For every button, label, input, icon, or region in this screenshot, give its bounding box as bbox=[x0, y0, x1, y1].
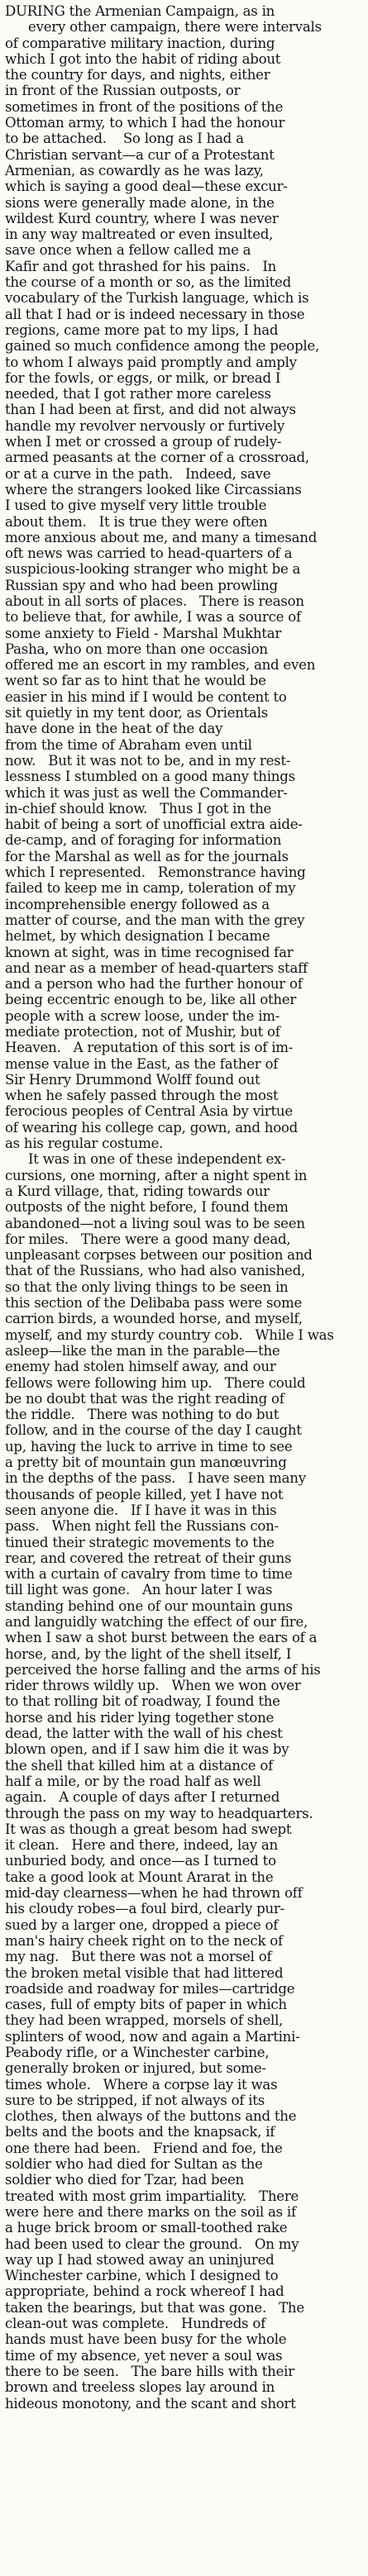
text-line: through the pass on my way to headquarters. bbox=[5, 1805, 313, 1821]
text-line: till light was gone. An hour later I was bbox=[5, 1582, 273, 1598]
text-line: helmet, by which designation I became bbox=[5, 928, 270, 945]
text-line: carrion birds, a wounded horse, and myself, bbox=[5, 1311, 303, 1327]
text-line: to whom I always paid promptly and amply bbox=[5, 354, 297, 370]
text-line: appropriate, behind a rock whereof I had bbox=[5, 2283, 284, 2300]
text-line: habit of being a sort of unofficial extra aide- bbox=[5, 817, 303, 833]
text-line: suspicious-looking stranger who might be a bbox=[5, 561, 301, 578]
text-line: splinters of wood, now and again a Martini- bbox=[5, 2028, 300, 2045]
text-line: Winchester carbine, which I designed to bbox=[5, 2268, 279, 2284]
text-line: take a good look at Mount Ararat in the bbox=[5, 1869, 274, 1885]
text-line: cursions, one morning, after a night spent in bbox=[5, 1167, 308, 1183]
text-line: way up I had stowed away an uninjured bbox=[5, 2251, 275, 2268]
text-line: ferocious peoples of Central Asia by virtue bbox=[5, 1103, 293, 1120]
text-line: standing behind one of our mountain guns bbox=[5, 1598, 293, 1614]
text-line: sit quietly in my tent door, as Orientals bbox=[5, 705, 269, 721]
text-line: the course of a month or so, as the limited bbox=[5, 274, 291, 291]
text-line: Kafir and got thrashed for his pains. In bbox=[5, 258, 277, 274]
text-line: the shell that killed him at a distance of bbox=[5, 1757, 273, 1774]
text-line: which is saying a good deal—these excur- bbox=[5, 179, 288, 195]
text-line: where the strangers looked like Circassians bbox=[5, 481, 302, 498]
text-line: Heaven. A reputation of this sort is of im- bbox=[5, 1040, 294, 1056]
text-line: needed, that I got rather more careless bbox=[5, 386, 271, 402]
text-line: which I represented. Remonstrance having bbox=[5, 864, 306, 881]
text-line: people with a screw loose, under the im- bbox=[5, 1007, 280, 1024]
text-line: oft news was carried to head-quarters of a bbox=[5, 545, 293, 562]
text-line: now. But it was not to be, and in my rest- bbox=[5, 752, 291, 769]
text-line: save once when a fellow called me a bbox=[5, 242, 251, 259]
text-line: perceived the horse falling and the arms of his bbox=[5, 1661, 321, 1678]
text-line: horse and his rider lying together stone bbox=[5, 1709, 275, 1726]
text-line: more anxious about me, and many a timesand bbox=[5, 529, 318, 545]
text-line: clean-out was complete. Hundreds of bbox=[5, 2316, 265, 2332]
text-line: or at a curve in the path. Indeed, save bbox=[5, 465, 271, 482]
text-line: the broken metal visible that had littered bbox=[5, 1964, 284, 1981]
text-line: It was in one of these independent ex- bbox=[28, 1151, 286, 1168]
text-line: hands must have been busy for the whole bbox=[5, 2331, 287, 2348]
text-line: de-camp, and of foraging for information bbox=[5, 832, 282, 849]
text-line: Peabody rifle, or a Winchester carbine, bbox=[5, 2045, 270, 2060]
text-line: generally broken or injured, but some- bbox=[5, 2060, 266, 2077]
text-line: went so far as to hint that he would be bbox=[5, 673, 266, 689]
text-line: for the fowls, or eggs, or milk, or bread I bbox=[5, 369, 281, 386]
text-line: asleep—like the man in the parable—the bbox=[5, 1342, 280, 1359]
text-line: being eccentric enough to be, like all other bbox=[5, 992, 297, 1008]
text-line: his cloudy robes—a foul bird, clearly pur- bbox=[5, 1901, 284, 1917]
text-line: a huge brick broom or small-toothed rake bbox=[5, 2220, 288, 2236]
text-line: regions, came more pat to my lips, I had bbox=[5, 321, 279, 338]
text-line: when I met or crossed a group of rudely- bbox=[5, 434, 282, 450]
text-line: I used to give myself very little trouble bbox=[5, 498, 267, 514]
text-line: of comparative military inaction, during bbox=[5, 35, 275, 51]
text-line: some anxiety to Field - Marshal Mukhtar bbox=[5, 625, 282, 641]
text-line: my nag. But there was not a morsel of bbox=[5, 1949, 272, 1965]
text-line: sions were generally made alone, in the bbox=[5, 194, 275, 211]
text-line: again. A couple of days after I returned bbox=[5, 1789, 280, 1806]
text-line: and languidly watching the effect of our fire, bbox=[5, 1613, 308, 1630]
text-line: abandoned—not a living soul was to be seen bbox=[5, 1215, 305, 1231]
text-line: in the depths of the pass. I have seen many bbox=[5, 1470, 306, 1487]
text-line: It was as though a great besom had swept bbox=[5, 1821, 292, 1837]
text-line: unburied body, and once—as I turned to bbox=[5, 1853, 276, 1869]
text-line: were here and there marks on the soil as if bbox=[5, 2203, 296, 2220]
text-line: the riddle. There was nothing to do but bbox=[5, 1407, 280, 1423]
text-line: a pretty bit of mountain gun manœuvring bbox=[5, 1455, 287, 1471]
text-line: up, having the luck to arrive in time to see bbox=[5, 1438, 293, 1455]
text-line: armed peasants at the corner of a crossroad, bbox=[5, 450, 309, 466]
text-line: fellows were following him up. There could bbox=[5, 1374, 306, 1391]
text-line: sued by a larger one, dropped a piece of bbox=[5, 1917, 279, 1933]
text-line: with a curtain of cavalry from time to time bbox=[5, 1566, 293, 1583]
text-line: they had been wrapped, morsels of shell, bbox=[5, 2012, 284, 2029]
text-line: as his regular costume. bbox=[5, 1136, 164, 1152]
text-line: all that I had or is indeed necessary in those bbox=[5, 306, 305, 322]
text-line: clothes, then always of the buttons and the bbox=[5, 2108, 297, 2125]
text-line: soldier who had died for Sultan as the bbox=[5, 2156, 263, 2173]
text-line: when I saw a shot burst between the ears of a bbox=[5, 1630, 318, 1646]
text-line: gained so much confidence among the people, bbox=[5, 338, 319, 355]
text-line: have done in the heat of the day bbox=[5, 721, 223, 737]
text-line: mense value in the East, as the father of bbox=[5, 1055, 279, 1072]
text-line: to be attached. So long as I had a bbox=[5, 131, 244, 147]
text-line: when he safely passed through the most bbox=[5, 1088, 279, 1104]
text-line: handle my revolver nervously or furtively bbox=[5, 417, 285, 434]
text-line: belts and the boots and the knapsack, if bbox=[5, 2124, 275, 2140]
text-line: tinued their strategic movements to the bbox=[5, 1534, 275, 1550]
text-line: times whole. Where a corpse lay it was bbox=[5, 2076, 278, 2093]
text-line: horse, and, by the light of the shell itself, I bbox=[5, 1645, 292, 1662]
text-line: there to be seen. The bare hills with their bbox=[5, 2363, 294, 2379]
text-line: the country for days, and nights, either bbox=[5, 67, 270, 83]
text-line: soldier who died for Tzar, had been bbox=[5, 2172, 244, 2188]
text-line: outposts of the night before, I found them bbox=[5, 1199, 289, 1216]
text-line: Christian servant—a cur of a Protestant bbox=[5, 146, 275, 163]
text-line: Ottoman army, to which I had the honour bbox=[5, 115, 285, 131]
text-line: rear, and covered the retreat of their guns bbox=[5, 1550, 292, 1566]
text-line: hideous monotony, and the scant and short bbox=[5, 2395, 296, 2412]
text-line: this section of the Delibaba pass were some bbox=[5, 1295, 303, 1312]
text-line: sometimes in front of the positions of the bbox=[5, 98, 284, 115]
text-line: which it was just as well the Commander- bbox=[5, 784, 288, 801]
text-line: roadside and roadway for miles—cartridge bbox=[5, 1980, 295, 1997]
text-line: time of my absence, yet never a soul was bbox=[5, 2347, 283, 2364]
text-line: known at sight, was in time recognised far bbox=[5, 944, 294, 960]
text-line: mediate protection, not of Mushir, but of bbox=[5, 1024, 280, 1040]
text-line: every other campaign, there were intervals bbox=[28, 19, 322, 36]
text-line: dead, the latter with the wall of his chest bbox=[5, 1726, 283, 1742]
text-line: in front of the Russian outposts, or bbox=[5, 83, 241, 99]
text-line: Russian spy and who had been prowling bbox=[5, 577, 278, 593]
text-line: blown open, and if I saw him die it was by bbox=[5, 1741, 289, 1758]
text-line: Pasha, who on more than one occasion bbox=[5, 640, 268, 657]
text-line: easier in his mind if I would be content to bbox=[5, 688, 287, 705]
text-line: failed to keep me in camp, toleration of my bbox=[5, 880, 296, 897]
text-line: incomprehensible energy followed as a bbox=[5, 896, 270, 912]
text-line: in-chief should know. Thus I got in the bbox=[5, 800, 272, 817]
text-line: had been used to clear the ground. On my bbox=[5, 2236, 299, 2252]
text-line: it clean. Here and there, indeed, lay an bbox=[5, 1837, 278, 1854]
text-line: Sir Henry Drummond Wolff found out bbox=[5, 1071, 260, 1088]
text-line: DURING the Armenian Campaign, as in bbox=[5, 3, 275, 19]
text-line: half a mile, or by the road half as well bbox=[5, 1773, 261, 1789]
text-line: cases, full of empty bits of paper in which bbox=[5, 1997, 287, 2013]
text-line: lessness I stumbled on a good many things bbox=[5, 769, 295, 785]
text-line: rider throws wildly up. When we won over bbox=[5, 1678, 301, 1694]
text-line: one there had been. Friend and foe, the bbox=[5, 2140, 283, 2156]
text-line: wildest Kurd country, where I was never bbox=[5, 210, 279, 226]
text-line: for miles. There were a good many dead, bbox=[5, 1231, 291, 1247]
text-line: and near as a member of head-quarters staff bbox=[5, 959, 308, 976]
text-line: mid-day clearness—when he had thrown off bbox=[5, 1885, 303, 1902]
text-line: matter of course, and the man with the grey bbox=[5, 912, 305, 928]
text-line: enemy had stolen himself away, and our bbox=[5, 1359, 276, 1375]
text-line: so that the only living things to be seen in bbox=[5, 1278, 289, 1295]
text-line: follow, and in the course of the day I caught bbox=[5, 1422, 302, 1439]
text-line: vocabulary of the Turkish language, which is bbox=[5, 290, 309, 307]
text-line: treated with most grim impartiality. There bbox=[5, 2188, 299, 2204]
text-line: offered me an escort in my rambles, and even bbox=[5, 657, 316, 674]
text-line: unpleasant corpses between our position and bbox=[5, 1247, 313, 1264]
text-line: a Kurd village, that, riding towards our bbox=[5, 1183, 270, 1199]
text-line: Armenian, as cowardly as he was lazy, bbox=[5, 162, 264, 179]
text-line: that of the Russians, who had also vanished, bbox=[5, 1263, 306, 1279]
text-line: thousands of people killed, yet I have not bbox=[5, 1486, 284, 1502]
text-line: brown and treeless slopes lay around in bbox=[5, 2379, 275, 2396]
text-line: from the time of Abraham even until bbox=[5, 736, 252, 753]
text-line: to believe that, for awhile, I was a source of bbox=[5, 609, 301, 626]
text-line: pass. When night fell the Russians con- bbox=[5, 1518, 279, 1535]
text-line: be no doubt that was the right reading of bbox=[5, 1390, 284, 1407]
article-column bbox=[5, 3, 363, 2412]
text-line: taken the bearings, but that was gone. The bbox=[5, 2299, 304, 2316]
text-line: of wearing his college cap, gown, and hood bbox=[5, 1119, 299, 1136]
text-line: sure to be stripped, if not always of its bbox=[5, 2092, 265, 2108]
text-line: man's hairy cheek right on to the neck of bbox=[5, 1932, 283, 1949]
text-line: than I had been at first, and did not always bbox=[5, 402, 296, 418]
text-line: and a person who had the further honour of bbox=[5, 976, 303, 993]
text-line: which I got into the habit of riding about bbox=[5, 50, 281, 67]
text-line: about in all sorts of places. There is reason bbox=[5, 593, 304, 609]
text-line: to that rolling bit of roadway, I found the bbox=[5, 1693, 280, 1710]
text-line: about them. It is true they were often bbox=[5, 513, 268, 530]
text-line: myself, and my sturdy country cob. While I was bbox=[5, 1326, 334, 1343]
text-line: in any way maltreated or even insulted, bbox=[5, 226, 274, 243]
text-line: for the Marshal as well as for the journals bbox=[5, 848, 289, 864]
text-line: seen anyone die. If I have it was in this bbox=[5, 1502, 277, 1518]
